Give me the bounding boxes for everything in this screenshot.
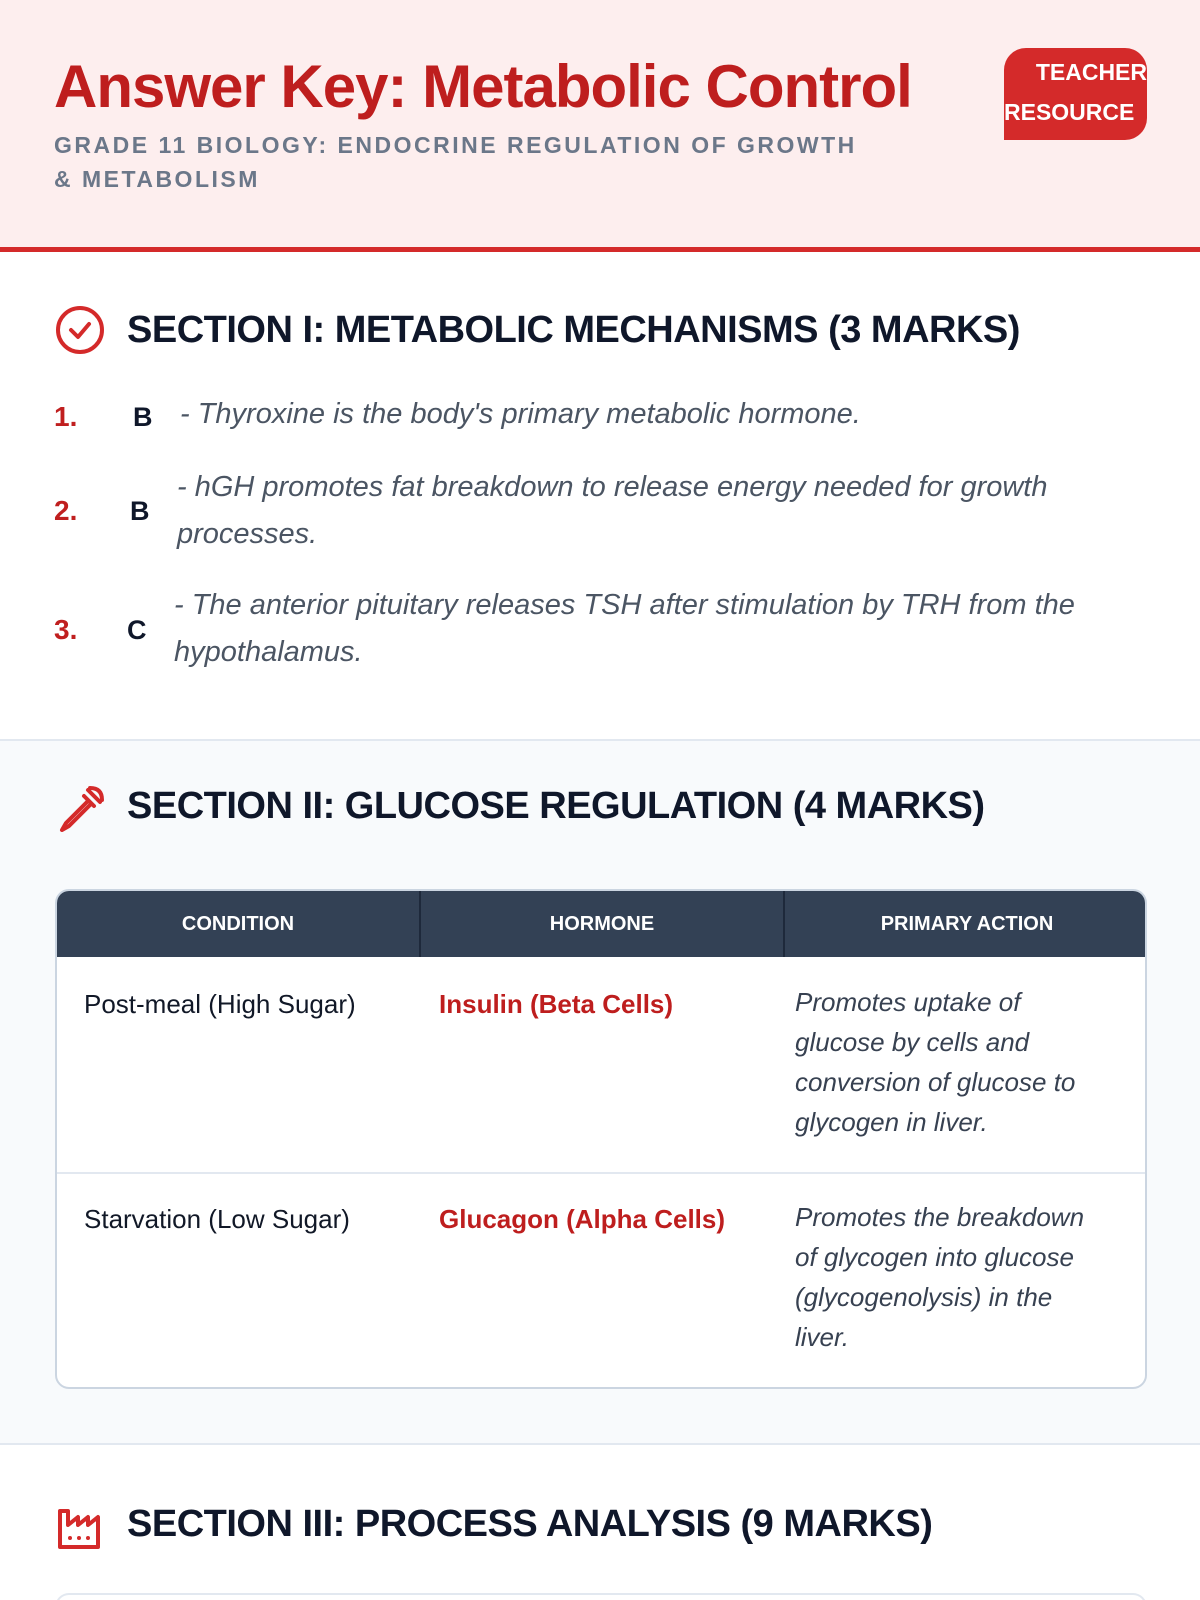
- question-answer: C: [127, 615, 147, 645]
- question-answer: B: [133, 402, 153, 432]
- badge-line-2: RESOURCE: [1004, 99, 1135, 125]
- table-header: [57, 891, 1147, 957]
- column-header-hormone: HORMONE: [549, 913, 655, 935]
- question-number: 1.: [54, 401, 78, 432]
- process-analysis-card: [55, 1593, 1147, 1600]
- cell-hormone: Glucagon (Alpha Cells): [439, 1204, 726, 1234]
- page-header: [0, 0, 1200, 252]
- question-explanation: - The anterior pituitary releases TSH after stimulation by TRH from the hypothalamus.: [174, 589, 1075, 668]
- dropper-icon: [54, 784, 106, 836]
- factory-icon: [54, 1501, 106, 1553]
- question-explanation: - Thyroxine is the body's primary metabolic hormone.: [180, 398, 861, 430]
- column-header-action: PRIMARY ACTION: [880, 913, 1054, 935]
- question-number: 3.: [54, 614, 78, 645]
- section-2-title: SECTION II: GLUCOSE REGULATION (4 MARKS): [127, 785, 985, 827]
- badge-line-1: TEACHER: [1035, 59, 1147, 85]
- cell-action: Promotes uptake of glucose by cells and conversion of glucose to glycogen in liver.: [795, 987, 1076, 1137]
- column-header-condition: CONDITION: [181, 913, 295, 935]
- section-1-title: SECTION I: METABOLIC MECHANISMS (3 MARKS): [127, 309, 1020, 351]
- section-process-analysis: [0, 1445, 1200, 1600]
- question-explanation: - hGH promotes fat breakdown to release energy needed for growth processes.: [177, 471, 1048, 550]
- cell-condition: Post-meal (High Sugar): [84, 989, 356, 1019]
- page-subtitle: GRADE 11 BIOLOGY: ENDOCRINE REGULATION OF GROWTH & METABOLISM: [54, 132, 857, 192]
- question-answer: B: [130, 496, 150, 526]
- section-glucose-regulation: [0, 741, 1200, 1445]
- cell-action: Promotes the breakdown of glycogen into glucose (glycogenolysis) in the liver.: [795, 1202, 1085, 1352]
- cell-condition: Starvation (Low Sugar): [84, 1204, 350, 1234]
- section-3-title: SECTION III: PROCESS ANALYSIS (9 MARKS): [127, 1503, 933, 1545]
- page-title: Answer Key: Metabolic Control: [54, 53, 912, 120]
- glucose-table: [55, 889, 1147, 1389]
- question-number: 2.: [54, 495, 78, 526]
- cell-hormone: Insulin (Beta Cells): [439, 989, 674, 1019]
- teacher-resource-badge: [1004, 48, 1147, 140]
- check-circle-icon: [54, 304, 106, 356]
- section-metabolic-mechanisms: [0, 257, 1200, 741]
